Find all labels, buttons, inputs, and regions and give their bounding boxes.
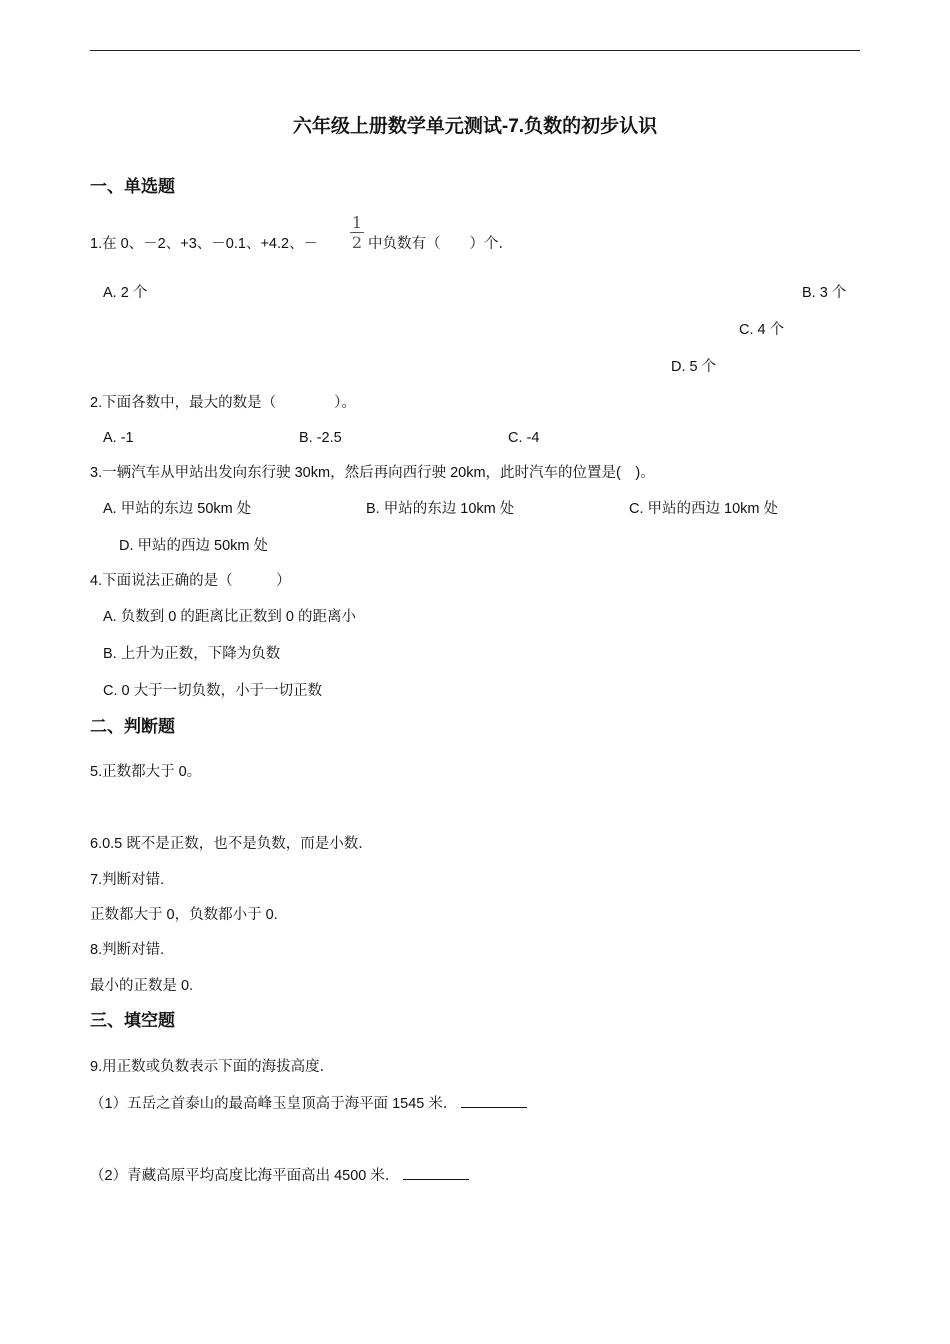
q7-statement: 正数都大于 0，负数都小于 0. [90, 907, 278, 923]
q4-option-b: B. 上升为正数，下降为负数 [103, 646, 281, 662]
q3-option-d: D. 甲站的西边 50km 处 [119, 538, 269, 554]
q1-option-b: B. 3 个 [802, 285, 847, 301]
q4-stem: 4.下面说法正确的是（ ） [90, 573, 291, 589]
page-title: 六年级上册数学单元测试-7.负数的初步认识 [292, 116, 658, 137]
q3-stem: 3.一辆汽车从甲站出发向东行驶 30km，然后再向西行驶 20km，此时汽车的位置是( )。 [90, 465, 655, 481]
section-heading-fill-blank: 三、填空题 [90, 1011, 175, 1030]
q2-stem: 2.下面各数中，最大的数是（ ）。 [90, 395, 356, 411]
q8-stem: 8.判断对错. [90, 942, 165, 958]
q3-option-c: C. 甲站的西边 10km 处 [629, 501, 779, 517]
q1-option-d: D. 5 个 [671, 359, 717, 375]
q1-fraction [349, 214, 365, 251]
q9-part-1 [90, 1093, 527, 1113]
answer-blank[interactable] [403, 1165, 469, 1180]
q1-option-c: C. 4 个 [739, 322, 785, 338]
fraction-denominator: 2 [351, 233, 363, 252]
q5-stem: 5.正数都大于 0。 [90, 764, 202, 780]
header-rule [90, 50, 860, 51]
q2-option-c: C. -4 [508, 430, 540, 446]
section-heading-single-choice: 一、单选题 [90, 177, 175, 196]
q6-stem: 6.0.5 既不是正数，也不是负数，而是小数． [90, 836, 373, 852]
section-heading-true-false: 二、判断题 [90, 717, 175, 736]
fraction-numerator: 1 [351, 213, 363, 232]
q8-statement: 最小的正数是 0. [90, 978, 194, 994]
answer-blank[interactable] [461, 1093, 527, 1108]
q9-part-1-text: （1）五岳之首泰山的最高峰玉皇顶高于海平面 1545 米． [90, 1096, 458, 1112]
q4-option-a: A. 负数到 0 的距离比正数到 0 的距离小 [103, 609, 356, 625]
q9-part-2-text: （2）青藏高原平均高度比海平面高出 4500 米． [90, 1168, 400, 1184]
q7-stem: 7.判断对错. [90, 872, 165, 888]
q3-option-b: B. 甲站的东边 10km 处 [366, 501, 515, 517]
q2-option-a: A. -1 [103, 430, 134, 446]
q2-option-b: B. -2.5 [299, 430, 342, 446]
q1-option-a: A. 2 个 [103, 285, 148, 301]
q4-option-c: C. 0 大于一切负数，小于一切正数 [103, 683, 323, 699]
q1-stem-start: 1.在 0、－2、+3、－0.1、+4.2、－ [90, 236, 319, 252]
q3-option-a: A. 甲站的东边 50km 处 [103, 501, 252, 517]
q9-stem: 9.用正数或负数表示下面的海拔高度． [90, 1059, 335, 1075]
q1-stem-end: 中负数有（ ）个． [368, 236, 513, 252]
q9-part-2 [90, 1165, 469, 1185]
